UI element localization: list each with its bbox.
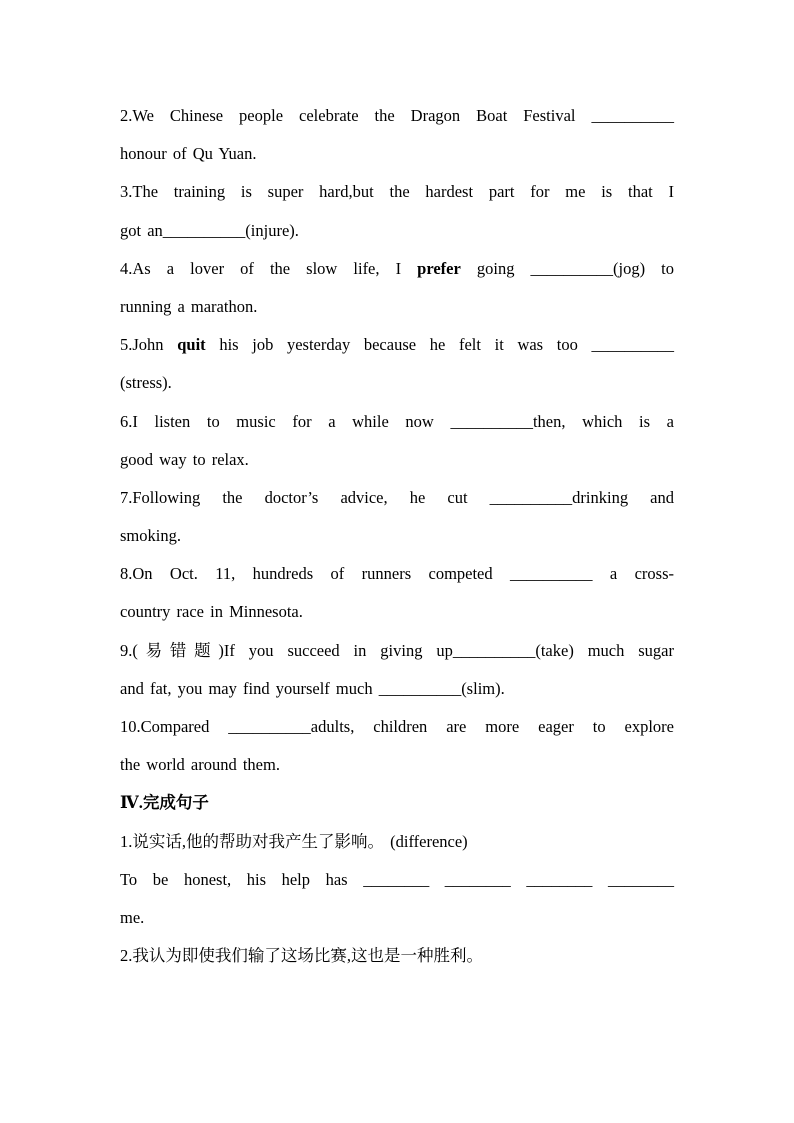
item-5-text-c: his job yesterday because he felt it was too __________ bbox=[205, 335, 675, 355]
item-4-line-1 bbox=[120, 250, 674, 288]
item-9-line-1: 9.(易错题)If you succeed in giving up__________(take) much sugar bbox=[120, 640, 674, 660]
item-7-line-1: 7.Following the doctor’s advice, he cut __________drinking and bbox=[120, 487, 674, 507]
section-q1-answer-line-1: To be honest, his help has ________ ________ ________ ________ bbox=[120, 869, 674, 889]
item-10-line-2: the world around them. bbox=[120, 755, 280, 775]
item-5-line-1 bbox=[120, 326, 674, 364]
item-5-text-a: 5.John bbox=[120, 335, 178, 355]
item-4-line-2: running a marathon. bbox=[120, 296, 258, 316]
item-3-line-2: got an__________(injure). bbox=[120, 220, 299, 240]
item-6-line-1: 6.I listen to music for a while now __________then, which is a bbox=[120, 411, 674, 431]
exercise-body bbox=[120, 97, 674, 975]
item-2-line-2: honour of Qu Yuan. bbox=[120, 144, 257, 164]
item-6-line-2: good way to relax. bbox=[120, 449, 249, 469]
item-8-line-2: country race in Minnesota. bbox=[120, 602, 303, 622]
item-10-line-1: 10.Compared __________adults, children are more eager to explore bbox=[120, 717, 674, 736]
item-4-text-c: going __________(jog) to bbox=[460, 258, 674, 278]
item-2-line-1: 2.We Chinese people celebrate the Dragon Boat Festival __________ bbox=[120, 106, 674, 125]
item-8-line-1: 8.On Oct. 11, hundreds of runners competed __________ a cross- bbox=[120, 564, 674, 584]
item-3-line-1: 3.The training is super hard,but the hardest part for me is that I bbox=[120, 182, 674, 202]
item-9-line-2: and fat, you may find yourself much __________(slim). bbox=[120, 678, 505, 698]
item-7-line-2: smoking. bbox=[120, 526, 181, 546]
section-q1-prompt: 1.说实话,他的帮助对我产生了影响。 (difference) bbox=[120, 831, 468, 851]
item-4-text-a: 4.As a lover of the slow life, I bbox=[120, 258, 418, 278]
section-q1-answer-line-2: me. bbox=[120, 907, 145, 927]
section-heading: Ⅳ.完成句子 bbox=[120, 793, 209, 813]
item-5-bold-word: quit bbox=[177, 335, 206, 355]
item-5-line-2: (stress). bbox=[120, 373, 172, 393]
section-q2-prompt: 2.我认为即使我们输了这场比赛,这也是一种胜利。 bbox=[120, 946, 483, 966]
item-4-bold-word: prefer bbox=[417, 258, 461, 278]
